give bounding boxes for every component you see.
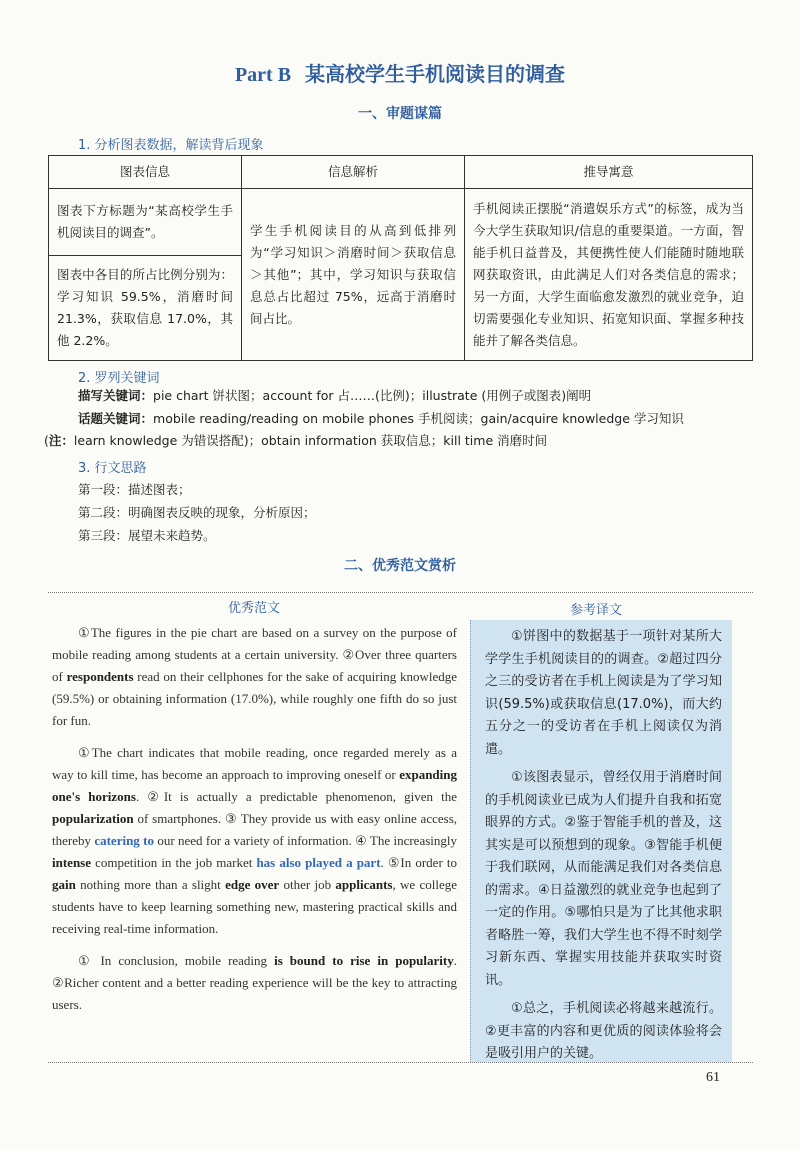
- section2-heading: 二、优秀范文赏析: [344, 558, 456, 574]
- essay-keyword: popularization: [52, 811, 134, 826]
- writing-keywords: [78, 385, 758, 407]
- writing-keywords-text: pie chart 饼状图；account for 占……(比例)；illustrate (用例子或图表)阐明: [153, 388, 592, 403]
- analysis-table: [48, 155, 753, 361]
- subheading-analyze: 1. 分析图表数据，解读背后现象: [78, 138, 264, 153]
- essay-keyword: respondents: [66, 669, 134, 684]
- implication-cell: 手机阅读正摆脱“消遣娱乐方式”的标签，成为当今大学生获取知识/信息的重要渠道。一方面，智能手机日益普及，其便携性使人们能随时随地联网获取资讯，由此满足人们对各类信息的需求；另一方面，大学生面临愈发激烈的就业竞争，迫切需要强化专业知识、拓宽知识面、掌握多种技能并了解各类信息。: [465, 189, 753, 361]
- essay-text: . ⑤In order to: [380, 855, 457, 870]
- essay-keyword: intense: [52, 855, 91, 870]
- title-text: 某高校学生手机阅读目的调查: [305, 62, 566, 86]
- part-label: Part B: [234, 64, 292, 86]
- essay-text: nothing more than a slight: [75, 877, 226, 892]
- topic-keywords: [78, 408, 768, 430]
- essay-keyword: is bound to rise in popularity: [274, 953, 454, 968]
- model-essay: [52, 622, 457, 1026]
- topic-keywords-label: 话题关键词：: [78, 411, 154, 426]
- outline-item: 第三段：展望未来趋势。: [78, 528, 216, 543]
- chart-info-cell: 图表下方标题为“某高校学生手机阅读目的调查”。: [49, 189, 242, 256]
- note-label: 注：: [48, 433, 74, 448]
- essay-keyword: applicants: [335, 877, 393, 892]
- essay-text: our need for a variety of information. ④ The increasingly: [153, 833, 457, 848]
- page-title: [0, 58, 800, 87]
- translation-title: 参考译文: [570, 603, 623, 618]
- essay-keyword: gain: [52, 877, 76, 892]
- table-header: 推导寓意: [465, 156, 753, 189]
- outline-item: 第二段：明确图表反映的现象，分析原因；: [78, 505, 316, 520]
- analysis-cell: 学生手机阅读目的从高到低排列为“学习知识＞消磨时间＞获取信息＞其他”；其中，学习知识与获取信息总占比超过 75%，远高于消磨时间占比。: [242, 189, 465, 361]
- page-number: 61: [706, 1070, 720, 1085]
- table-header-row: [49, 156, 753, 189]
- writing-keywords-label: 描写关键词：: [78, 388, 154, 403]
- essay-keyword: edge over: [225, 877, 280, 892]
- topic-keywords-text: mobile reading/reading on mobile phones 手机阅读；gain/acquire knowledge 学习知识: [153, 411, 684, 426]
- translation-box: [470, 620, 732, 1062]
- divider-bottom: [48, 1062, 753, 1063]
- divider-top: [48, 592, 753, 593]
- translation-paragraph-2: ①该图表显示，曾经仅用于消磨时间的手机阅读业已成为人们提升自我和拓宽眼界的方式。②鉴于智能手机的普及，这其实是可以预想到的现象。③智能手机便于我们联网，从而能满足我们对各类信息的需求。④日益激烈的就业竞争也起到了一定的作用。⑤哪怕只是为了比其他求职者略胜一筹，我们大学生也不得不时刻学习新东西、掌握实用技能并获取实时资讯。: [485, 770, 722, 988]
- essay-paragraph-3: [52, 950, 457, 1016]
- essay-text: ①The figures in the pie chart are based on a survey on the purpose of mobile reading among students at a certain university. ②Over three quarters of: [52, 625, 457, 684]
- chart-info-cell: 图表中各目的所占比例分别为：学习知识 59.5%，消磨时间 21.3%，获取信息 17.0%，其他 2.2%。: [49, 256, 242, 361]
- section1-heading: 一、审题谋篇: [358, 106, 442, 122]
- essay-text: , we college students have to keep learning something new, mastering practical skills and receiving real-time information.: [52, 877, 457, 936]
- essay-text: . ②It is actually a predictable phenomenon, given the: [135, 789, 458, 804]
- table-header: 图表信息: [49, 156, 242, 189]
- essay-paragraph-1: [52, 622, 457, 732]
- subheading-outline: 3. 行文思路: [78, 461, 147, 476]
- essay-text: other job: [279, 877, 336, 892]
- essay-text: ① In conclusion, mobile reading: [78, 953, 275, 968]
- essay-title: 优秀范文: [228, 601, 281, 616]
- essay-text: read on their cellphones for the sake of acquiring knowledge (59.5%) or obtaining information (17.0%), while roughly one fifth do so just for fun.: [52, 669, 457, 728]
- essay-text: of smartphones. ③ They provide us with easy online access, thereby: [52, 811, 457, 848]
- essay-highlight: has also played a part: [256, 855, 381, 870]
- subheading-keywords: 2. 罗列关键词: [78, 371, 160, 386]
- table-header: 信息解析: [242, 156, 465, 189]
- essay-highlight: catering to: [94, 833, 154, 848]
- essay-text: competition in the job market: [91, 855, 257, 870]
- essay-paragraph-2: [52, 742, 457, 940]
- outline-item: 第一段：描述图表；: [78, 482, 191, 497]
- essay-text: . ②Richer content and a better reading experience will be the key to attracting users.: [52, 953, 457, 1012]
- translation-paragraph-1: ①饼图中的数据基于一项针对某所大学学生手机阅读目的的调查。②超过四分之三的受访者在手机上阅读是为了学习知识(59.5%)或获取信息(17.0%)，而大约五分之一的受访者在手机上阅读仅为消遣。: [485, 629, 722, 757]
- essay-text: ①The chart indicates that mobile reading, once regarded merely as a way to kill time, has become an approach to improving oneself or: [52, 745, 457, 782]
- translation-paragraph-3: ①总之，手机阅读必将越来越流行。②更丰富的内容和更优质的阅读体验将会是吸引用户的关键。: [485, 1001, 722, 1061]
- table-row: [49, 189, 753, 256]
- keywords-note: (注：learn knowledge 为错误搭配)；obtain information 获取信息；kill time 消磨时间: [44, 433, 548, 448]
- essay-keyword: expanding one's horizons: [52, 767, 457, 804]
- note-text: learn knowledge 为错误搭配)；obtain information 获取信息；kill time 消磨时间: [73, 433, 548, 448]
